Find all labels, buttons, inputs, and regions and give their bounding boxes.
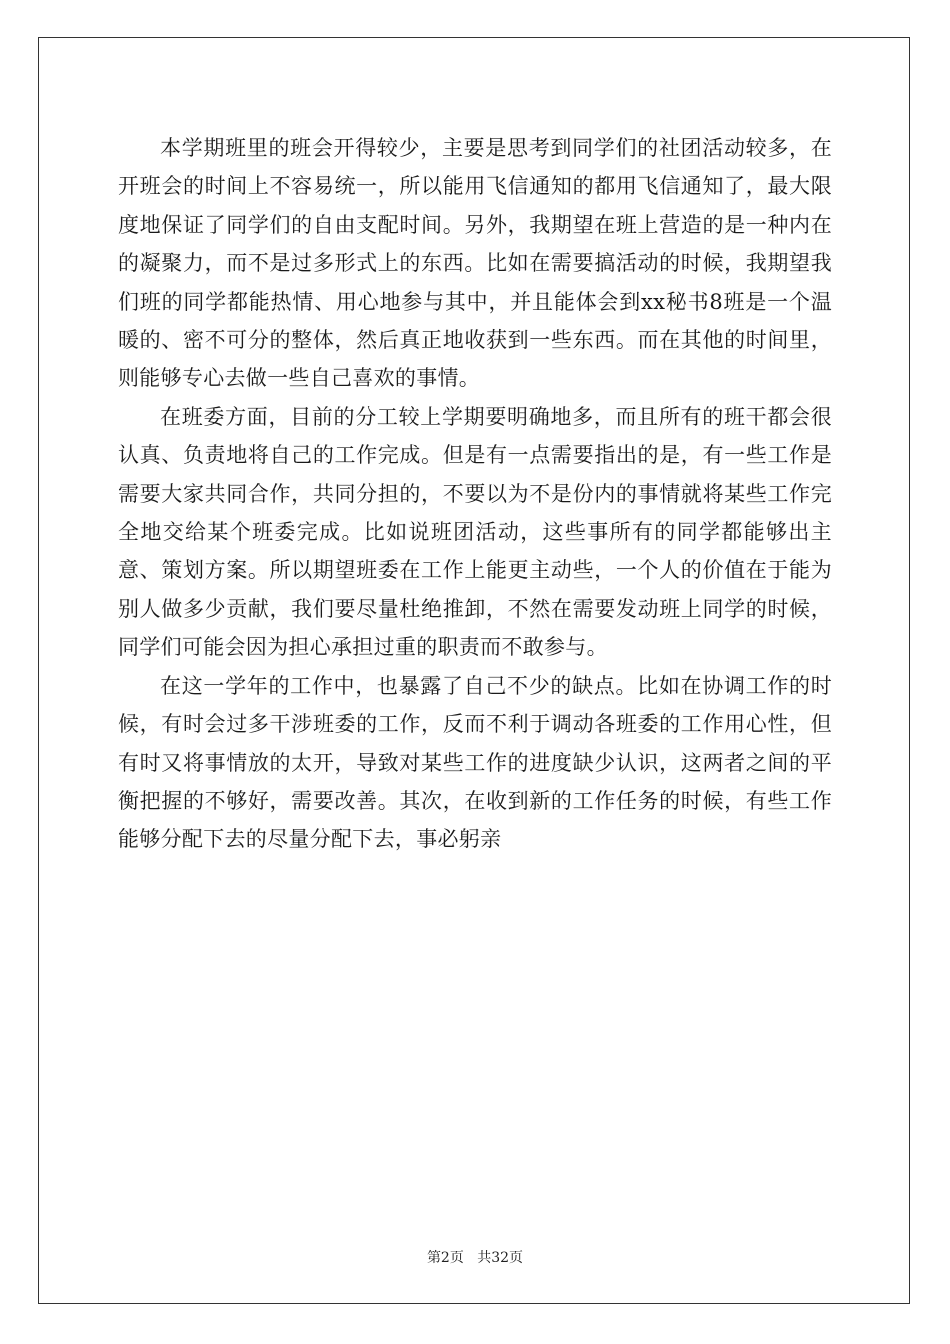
page-footer: [0, 1247, 950, 1267]
paragraph-class-meetings: 本学期班里的班会开得较少，主要是思考到同学们的社团活动较多，在开班会的时间上不容易统一，所以能用飞信通知的都用飞信通知了，最大限度地保证了同学们的自由支配时间。另外，我期望在班上营造的是一种内在的凝聚力，而不是过多形式上的东西。比如在需要搞活动的时候，我期望我们班的同学都能热情、用心地参与其中，并且能体会到xx秘书8班是一个温暖的、密不可分的整体，然后真正地收获到一些东西。而在其他的时间里，则能够专心去做一些自己喜欢的事情。: [118, 136, 832, 391]
document-body: [118, 129, 832, 859]
paragraph-class-committee: 在班委方面，目前的分工较上学期要明确地多，而且所有的班干都会很认真、负责地将自己的工作完成。但是有一点需要指出的是，有一些工作是需要大家共同合作，共同分担的，不要以为不是份内的事情就将某些工作完全地交给某个班委完成。比如说班团活动，这些事所有的同学都能够出主意、策划方案。所以期望班委在工作上能更主动些，一个人的价值在于能为别人做多少贡献，我们要尽量杜绝推卸，不然在需要发动班上同学的时候，同学们可能会因为担心承担过重的职责而不敢参与。: [118, 404, 832, 660]
paragraph-shortcomings: 在这一学年的工作中，也暴露了自己不少的缺点。比如在协调工作的时候，有时会过多干涉班委的工作，反而不利于调动各班委的工作用心性，但有时又将事情放的太开，导致对某些工作的进度缺少认识，这两者之间的平衡把握的不够好，需要改善。其次，在收到新的工作任务的时候，有些工作能够分配下去的尽量分配下去，事必躬亲: [118, 673, 832, 852]
page-total: 共32页: [477, 1250, 524, 1266]
page-number: 第2页: [426, 1250, 464, 1266]
